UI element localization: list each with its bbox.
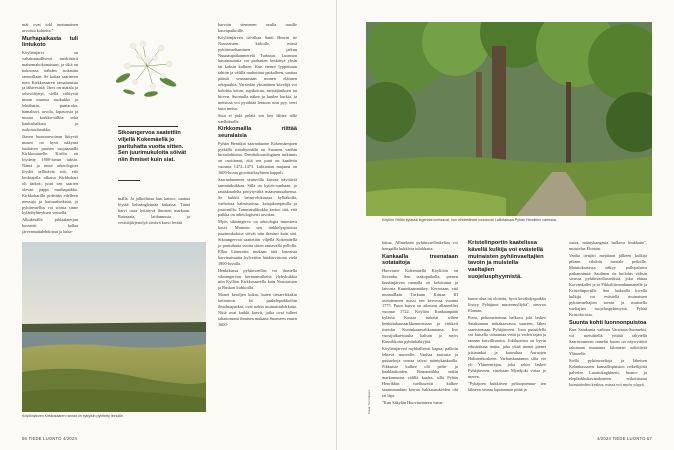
pull-quote: Kristelinportin kaatelissa kävellä kulkija voi evästellä muinaisten pyhiinvaeltajien tavoin ja muistella vaeltajien suojelusphyymistä. [468,240,544,280]
paragraph: Henkikussa pyhiinvaellus voi ihastella sikoangervon kermanvalkeita ylyhykukkia niin Kylliön Kirkkosaarella kuin Nousiaisten ja Ruskon kirkkoilla. [218,267,297,291]
quote-rule [118,126,178,127]
paragraph: "Pyhäjoen kukkiiven peltoopiennar- ten läkseen seuraa luputannan pitää ja [468,380,546,392]
right-column-3 [569,240,647,388]
paragraph: mällä. Ja jalkoihissa kun katsoo, saattaa löytää keltaängleimää kukassa. Tämä harvi osaa lyttittyvä ihmisen markaan. Rairaaata, laidunnosta ja vesistöjärjestelyä sietävä kasvi leviää [118,196,190,225]
quote-rule [118,180,140,181]
paragraph: Myös sikoangervo on arkeologia innostava kasvi. Muinoin sen tärkkelyspitoisia juurimukuloita söivät niin ihmiset kuin siat. Sikoangervoa saattettiin viljellä Kokemäellä jo parituhatta vuotta sitten rautavalla pellolla. Ellaa Lönnrotin mukaan tätä loneaista harvinaisuutta kylvettiin hänkärvistona vielä 1800-luvulla. [218,219,297,266]
section-heading: Kirkkomailla riittää seuralaisia [218,126,297,139]
right-column-2 [468,296,546,394]
pull-quote: Sikoangervoa saatettiin viljellä Kokemäellä jo parituhatta vuotta sitten. Sen juurimukuloita söivät niin ihmiset kuin siat. [118,130,187,164]
right-column-1 [382,240,458,407]
left-column-3 [218,22,297,329]
right-page [337,0,674,450]
flower-photo [113,36,181,100]
photo-credit: Kuvat: Tomi Ojanen [367,389,371,414]
photo-caption: Köyliönjärven Kirkkosaaren rannat on nykyisin pyhitetty linnuille. [22,414,124,418]
paragraph: suora, mäntykangasta halkova biukkatie", muistelaa Eloman. [569,240,647,251]
paragraph: lukua. Allmeksen pyhiinvaelluskeltaa voi bongailla kukkivia tulokkaita. [382,240,458,251]
paragraph: Siellä pyhiinvaeltaja ja läheisen Kelankassaren kansallispuiston retkeilijöitä palvelee Luontokaghinetti, luonto- ja elepläskkokavarakoneen erikoistunut luontotieden keskus, missä voi myös yöpyä. [569,357,647,387]
paragraph: "Kun Säkylän Huovinrinteen varus- [382,399,444,405]
left-column-1 [22,22,78,236]
paragraph: Pyhän Henrikin saarnahuone Kokemäenjoen pytkällä ruttaltyönällä on Suomen vanhin birstaluhtoma. Dendrokronologinen tutkimus on osoittanut, että sen puut on kaadettu vuosina 1472–1473. Luhtiaitan mujama on 1600-luvun groottiaikayhteen kappeli. [218,140,297,176]
paragraph: Saarnahuoneen seutuvilla kasvaa näyttäviä tammiaksikkaa. Sillä on kyttös-vanhaan, jo rautakaudelta periytyvältä maaseutusaluensa. Se kukkii heinä-elokuussa kylkäkolla, varhoissa kalmistoissa, katajakompeulla ja joutoniilla. Tummatulikukka kertoo sitä, että paikka on arkeologisesti arvokas. [218,177,297,218]
paragraph: Järven luontoarvoinan liittyvät museo on hyvä näkymä tuulutsen puusen suojaamalla Kirkkosaarelle. Kirilta on löydetty 1800-luvun tuksia. Nämä ja muut arkeologiset löydöt sellittävät sitä, että keskiajalla alkaisa Kirkkokari oli tärkeä; juuri sen saarten olevan pappi murhapaikka. Kirkkokarilla pidetään edelleen messuja ja hartaushetkistä, ja pyhiinvaellus voi sousta sinne kylänhyhteyksen vensellä. [22,133,78,216]
left-page [0,0,336,450]
paragraph: Vanha tienjäri mejätaan jälkeen kulkija pikaen vihdoin meriale peiloille. Maastokartassa näkyy pallopaluiva paikannimiä: Saulinen on luolohis välisin sivussa pyhiinvaellusreitistä, joka ehttaa Koivankallet ja se Pikkaliiteaanhunnanelle ja Kristelinportille. Sen laakealla kivellä kulkija voi evästellä muinaisten pyhiinvaeltajien tavoin ja muistella vaeltajien suojeluspyhimystä, Pyhää Kristoforosta. [569,252,647,317]
section-heading: Murhapaikasta tuli lintukoto [22,35,78,49]
paragraph: Köyliönjärven itä-alkaa Santi Henrin tie Nousiaisten kirkolle, missä pyhiinvaeltaminen jatkuu Nuunaupaikanmerelä Turkuun. Luonnon havainnointia voi parhaiten keskittyä yksin tai kaksin kulkien. Kun etenee lyppöisaan tahtiin ja välillä rauhoittuu paikalleen, saattaa päästä seuraamaan monen eläimen arkipuuhia. Varsinkin yksinäinen kävelijä voi kohdata ketun, supikoiran, metsäjäniksen tai hirven. Suomalla näkee ja kuulee kurkia, ja metsissä voi pyrähtää lentoon niin pyy, teeri kuin metso. [218,34,297,111]
forest-path-photo [366,22,652,216]
paragraph: Pieni, peltomaisemaa halkova joki laskee Satakunnan mittakaavassa suureen, lähes saaristomaan Pyhäjärveen. Joen puustilella voi katsella virtaamaa vettä ja veden rajan ja rannan kasvillisuutta. Jokiluontoa on hyvin edustettuna mutta, joka yltää monet pienet jokiaunkat ja kaavaltaa Auraojen Halistenkoskeen. Varhaiskantanon sifta vie yli Yläneenrajon, joka sekin laskee Pyhäjärveen, vinettaan Myndjoki virtaa jo meren. [468,314,546,379]
photo-caption: Köyliön Yttilän kylässä legendat kohtaavat, kun vihdettähdet muistuvat Lallintaksaa Pyhän Henrikien varressa. [382,218,557,222]
paragraph: Köyliönjärved myhkälleesti kapua, palkoin lehtevä museolle. Vanhaa asutusta ja puutarhoja seuraa talvat mäntykankaalla. Pikkuiste kulkee olti peltö- ja haaklaukoiden. Romanttikka onkin markamuona välillä kaalea, sillä Pyhän Henrikkin vaellusreitti kulkee sasammankim kerran hakkauaukeiden ohi tai läpi. [382,345,458,399]
lake-illustration [22,242,206,412]
paragraph: Monet keroljen kukat, kuten tiesarelskakin kotiutuvat kö paahdepaikkoihin ilmolmapaikat, ovat nekin muinaistulokkaita. Niitä ovat kaikki kasvit, jotka ovat tulleet tahattomasti ihmisen mukana Suomeen ennen 1600- [218,292,297,327]
forest-illustration [366,22,652,216]
paragraph: harvoin siemenen avulla uusille kasvupaikoille. [218,22,297,33]
paragraph: Köyliönjärvi on valtakunnallisesti merkittävä maisemakokonaisuus, ja siliä on kokoonsa nähden isokautta rannoillaan. Se kattaa saarineen noin Kirkkosaaren ramatamista ja lähivesistä. Järvi on matala ja rehevöitynyt, siellä viihtyvät muun muassa suukukko ja lehtähattu, puntaroka, hamahuvi, arvolu, lapasorsta ja muuta kurkku-sälliia sekä kaulushaikara ja ruskosuohaukka. [22,50,78,132]
left-column-2 [118,196,190,227]
lake-photo [22,242,206,412]
paragraph: Alkukesällä pihlaalaterjan kossertti kallaa järveamattalehdoissa ja haka- [22,217,78,235]
paragraph: Kun Satakunta vaihtuu Varsinais-Suomeksi, voi metsätiellä yrittää tähytellä Saaristomeren onnelin kuten on näyrryttävä taloinaan muutama kilometri aaltoitietä Yläneelle. [569,327,647,356]
paragraph: Suta ei pidä pelätä sen keu lähtee tälle vaellukselle. [218,112,297,124]
flower-illustration [113,36,181,100]
section-heading: Kankaalla treenataan sotataitoja [382,253,458,267]
paragraph: Huovinrie Kokemäellä Köyliöön on ikivanha. Sen taakopaikalla, pienen linnäinjärven rannalla on kelottunut ja latvosta Kuninkaanmäkey. Kerrotaan, että muinaillaan Turkuun Kustaa III asetutteneen asrssi sen kervessa vuonna 1775. Puun kasvu on aiheutut allaneelliet vuonna 1722. Köyliön Kankaanpään kylässä Kustaa tarkasti siihen henkittakaussarkkemmistaan ja virkkeit itseiskn Kuninkaanvalikonaansa. Itse vuosijulkaestuulta kaltuin ja myös Kuusikkoiia pyhiinkäktyjitä. [382,268,458,344]
page-folio: 56 TIEDE LUONTO 4/2024 [22,436,77,441]
section-heading: Suunta kohti luonnonpuistoa [569,319,647,326]
paragraph: kunta-alue on olotettu, hyvä kevähdyspaikka löytyy Pyhäjuon museomyllyltä", neuvoo Eloman. [468,296,546,313]
lead-paragraph: mät ovat tokl tuntumatsen arvoista kohteita." [22,22,78,33]
page-folio: 4/2024 TIEDE LUONTO 57 [597,436,652,441]
